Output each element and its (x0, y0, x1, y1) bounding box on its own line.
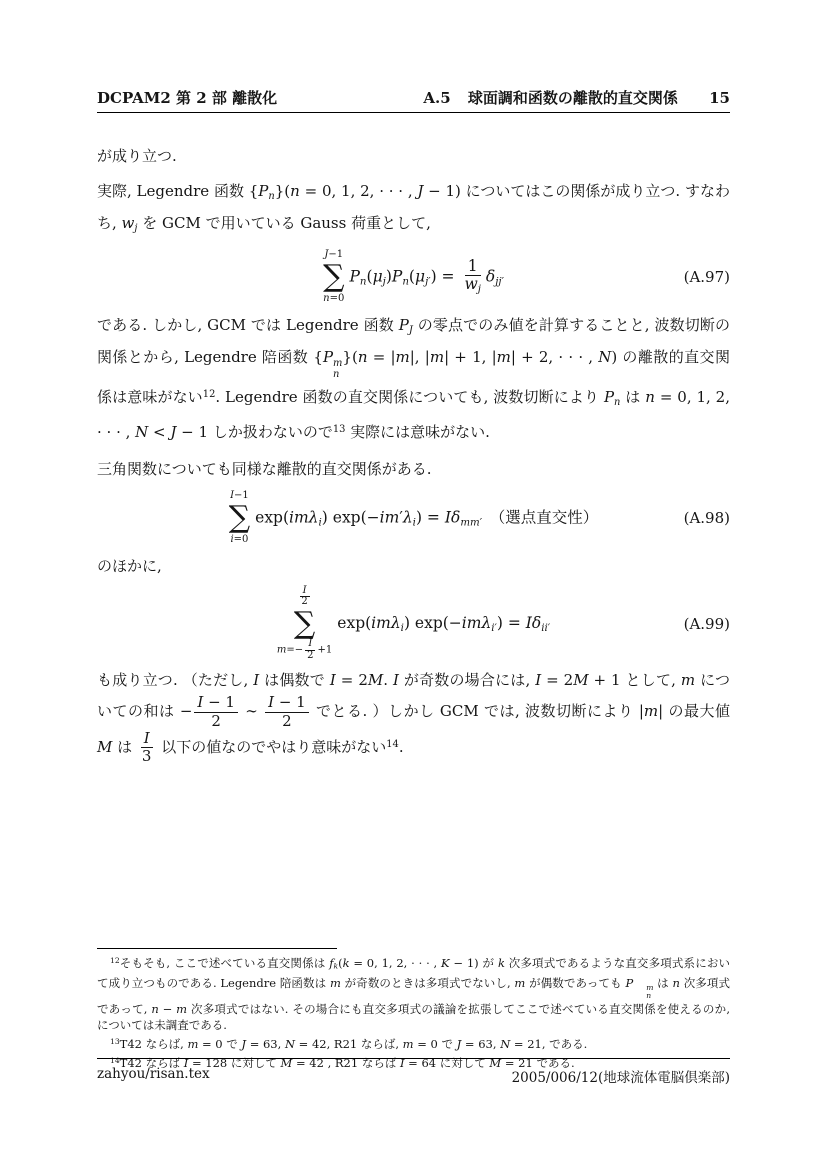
header-part-title: DCPAM2 第 2 部 離散化 (97, 89, 278, 107)
paragraph-legendre-intro: 実際, Legendre 函数 {Pn}(n = 0, 1, 2, · · · , J − 1) についてはこの関係が成り立つ. すなわち, wj を GCM で用いている Gauss 荷重として, (97, 182, 730, 234)
equation-a99-body: $\frac{I}{2}$ ∑ m=− $\frac{I}{2}$ +1 exp(imλi) exp(−imλi′) = Iδii′ (276, 584, 551, 661)
text-column (97, 0, 730, 765)
footnote-separator-rule (97, 948, 337, 949)
footnote-13: $^{13}$T42 ならば, m = 0 で J = 63, N = 42, R21 ならば, m = 0 で J = 63, N = 21, である. (110, 1036, 588, 1051)
paragraph-in-addition: のほかに, (97, 556, 162, 575)
paragraph-trig-discussion: も成り立つ. （ただし, I は偶数で I = 2M. I が奇数の場合には, I = 2M + 1 として, m についての和は − $\frac{I - 1}{2}$ ∼ $\frac{I - 1}{2}$ でとる. ）しかし GCM では, 波数切断により |m| の最大値 M は $\frac{I}{3}$ 以下の値なのでやはり意味がない$^{14}$. (97, 671, 730, 766)
page-footer (97, 1058, 730, 1086)
page-header (97, 88, 730, 113)
equation-a98-number: (A.98) (683, 508, 730, 527)
paragraph-legendre-discussion: である. しかし, GCM では Legendre 函数 PJ の零点でのみ値を計算することと, 波数切断の関係とから, Legendre 陪函数 {P m n }(n = |m|, |m| + 1, |m| + 2, · · · , N) の離散的直交関係は意味がない$^{12}$. Legendre 函数の直交関係についても, 波数切断により Pn は n = 0, 1, 2, · · · , N < J − 1 しか扱わないので$^{13}$ 実際には意味がない. (97, 315, 731, 441)
paragraph-trig-intro: 三角関数についても同様な離散的直交関係がある. (97, 459, 432, 478)
header-right (423, 88, 730, 108)
equation-a97-number: (A.97) (683, 267, 730, 286)
footnote-14: $^{14}$T42 ならば I = 128 に対して M = 42 , R21 ならば I = 64 に対して M = 21 である. (110, 1055, 575, 1070)
equation-a97-body: J−1 ∑ n=0 Pn(μj)Pn(μj′) = $\frac{1}{wj}$ δjj′ (323, 248, 504, 304)
equation-a98-body: I−1 ∑ i=0 exp(imλi) exp(−im′λi) = Iδmm′ （選点直交性） (228, 489, 599, 545)
equation-a99 (97, 586, 730, 662)
footer-date-credit: 2005/006/12(地球流体電脳倶楽部) (511, 1070, 730, 1086)
equation-a97 (97, 248, 730, 306)
footer-filename: zahyou/risan.tex (97, 1066, 210, 1082)
page-number: 15 (709, 89, 730, 107)
footnote-12: $^{12}$そもそも, ここで述べている直交関係は fk(k = 0, 1, 2, · · · , K − 1) が k 次多項式であるような直交多項式系において成り立つものである. Legendre 陪函数は m が奇数のときは多項式でないし, m が偶数であっても P m n は n 次多項式であって, n − m 次多項式ではない. その場合にも直交多項式の議論を拡張してここで述べている直交関係を使えるのか, については未調査である. (97, 955, 731, 1032)
footnotes-block (97, 948, 730, 1071)
equation-a98 (97, 489, 730, 547)
header-section-number: A.5 (423, 89, 451, 107)
paragraph-holds: が成り立つ. (97, 147, 177, 165)
equation-a99-number: (A.99) (683, 614, 730, 633)
header-section-title: 球面調和函数の離散的直交関係 (467, 89, 678, 107)
